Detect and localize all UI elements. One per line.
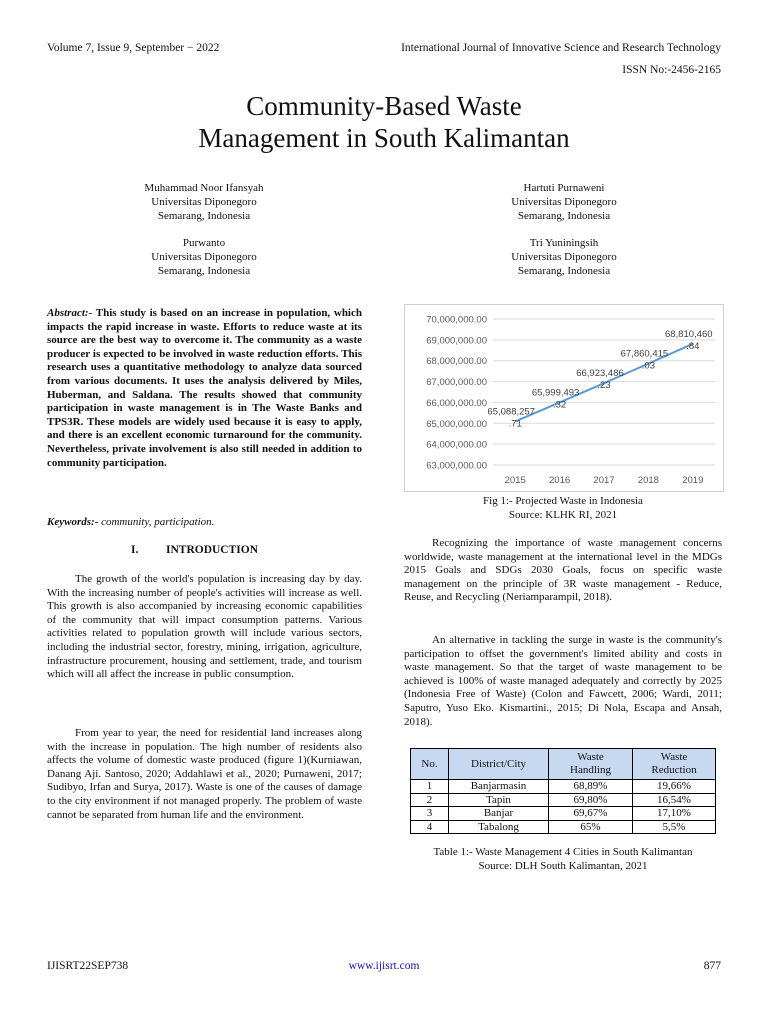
article-code: IJISRT22SEP738 — [47, 960, 129, 972]
author-block-1 — [84, 181, 324, 223]
y-tick-label: 67,000,000.00 — [426, 377, 487, 389]
abstract-label: Abstract:- — [47, 307, 93, 319]
title-line-1: Community-Based Waste — [246, 91, 522, 121]
table-header-cell: No. — [411, 749, 449, 780]
author-block-3 — [84, 236, 324, 278]
author-location: Semarang, Indonesia — [517, 210, 611, 222]
table-cell: 16,54% — [633, 793, 716, 807]
figure-caption — [404, 494, 722, 522]
table-cell: 4 — [411, 820, 449, 834]
header-text: Waste Reduction — [651, 751, 697, 776]
journal-name: International Journal of Innovative Science and Research Technology — [401, 42, 721, 54]
x-tick-label: 2016 — [549, 475, 571, 486]
keywords-label: Keywords:- — [47, 516, 99, 528]
journal-volume: Volume 7, Issue 9, September − 2022 — [47, 42, 220, 54]
abstract — [47, 307, 362, 470]
author-location: Semarang, Indonesia — [157, 265, 251, 277]
data-label-decimal: .71 — [508, 418, 522, 430]
table-cell: 19,66% — [633, 780, 716, 794]
y-tick-label: 70,000,000.00 — [426, 314, 487, 326]
x-tick-label: 2015 — [504, 475, 526, 486]
page-number: 877 — [703, 960, 721, 972]
issn: ISSN No:-2456-2165 — [622, 64, 721, 76]
table-cell: 69,67% — [549, 807, 633, 821]
author-location: Semarang, Indonesia — [517, 265, 611, 277]
header-text: Waste Handling — [570, 751, 611, 776]
data-label-decimal: .32 — [552, 399, 567, 411]
data-label: 66,923,486 — [576, 368, 624, 380]
figure-caption-title: Fig 1:- Projected Waste in Indonesia — [483, 495, 643, 507]
x-tick-label: 2018 — [637, 475, 659, 486]
table-cell: 68,89% — [549, 780, 633, 794]
data-label-decimal: .23 — [597, 380, 611, 392]
table-caption — [404, 845, 722, 873]
table-header-row — [411, 749, 716, 780]
table-row — [411, 807, 716, 821]
author-affiliation: Universitas Diponegoro — [511, 196, 617, 208]
paper-title — [0, 90, 768, 154]
body-paragraph: Recognizing the importance of waste management concerns worldwide, waste management at the international level in the MDGs 2015 Goals and SDGs 2030 Goals, focus on specific waste management on the principle of 3R waste management - Reduce, Reuse, and Recycling (Neriamparampil, 2018). — [404, 537, 722, 604]
y-tick-label: 63,000,000.00 — [426, 460, 487, 472]
table-cell: 3 — [411, 807, 449, 821]
table-row — [411, 793, 716, 807]
table-header-cell — [549, 749, 633, 780]
table-row — [411, 780, 716, 794]
x-tick-label: 2017 — [593, 475, 615, 486]
table-cell: Tapin — [449, 793, 549, 807]
data-label: 67,860,415 — [620, 348, 669, 360]
table-row — [411, 820, 716, 834]
author-affiliation: Universitas Diponegoro — [151, 196, 257, 208]
table-cell: 17,10% — [633, 807, 716, 821]
section-number: I. — [131, 544, 139, 556]
table-cell: Banjar — [449, 807, 549, 821]
table-cell: 2 — [411, 793, 449, 807]
y-tick-label: 68,000,000.00 — [426, 356, 487, 368]
table-cell: Banjarmasin — [449, 780, 549, 794]
author-name: Tri Yuniningsih — [529, 237, 599, 249]
author-block-2 — [444, 181, 684, 223]
table-caption-title: Table 1:- Waste Management 4 Cities in South Kalimantan — [433, 846, 693, 858]
table-cell: 69,80% — [549, 793, 633, 807]
body-paragraph: An alternative in tackling the surge in waste is the community's participation to offset the government's limited ability and costs in waste management. So that the target of waste management to be achieved is 100% of waste managed adequately and correctly by 2025 (Indonesia Free of Waste) (Colon and Fawcett, 2006; Wardi, 2011; Saputro, Yuso Eko. Kismartini., 2015; Di Nola, Escapa and Ansah, 2018). — [404, 634, 722, 728]
author-name: Purwanto — [182, 237, 226, 249]
figure-caption-source: Source: KLHK RI, 2021 — [508, 509, 618, 521]
author-location: Semarang, Indonesia — [157, 210, 251, 222]
y-tick-label: 64,000,000.00 — [426, 439, 487, 451]
body-paragraph: From year to year, the need for residential land increases along with the increase in population. The high number of residents also affects the volume of domestic waste produced (figure 1)(Kurniawan, Danang Aji. Santoso, 2020; Addahlawi et al., 2020; Purnaweni, 2017; Sudibyo, Irfan and Surya, 2017). Waste is one of the causes of damage to the city environment if not managed properly. The problem of waste cannot be separated from human life and the environment. — [47, 727, 362, 821]
x-tick-label: 2019 — [682, 475, 704, 486]
table-cell: 65% — [549, 820, 633, 834]
body-paragraph: The growth of the world's population is increasing day by day. With the increasing number of people's activities will increase as well. This growth is also accompanied by increasing economic capabilities of the community that will impact consumption patterns. Various activities related to population growth will include various sectors, including the industrial sector, forestry, mining, irrigation, agriculture, infrastructure procurement, housing and settlement, trade, and tourism which will all affect the increase in public consumption. — [47, 573, 362, 681]
author-affiliation: Universitas Diponegoro — [151, 251, 257, 263]
data-label-decimal: .84 — [686, 340, 700, 352]
waste-management-table — [410, 748, 716, 834]
y-tick-label: 66,000,000.00 — [426, 397, 487, 409]
data-label-decimal: .03 — [641, 360, 656, 372]
table-cell: Tabalong — [449, 820, 549, 834]
y-tick-label: 69,000,000.00 — [426, 335, 487, 347]
data-label: 68,810,460 — [665, 328, 713, 340]
author-block-4 — [444, 236, 684, 278]
author-affiliation: Universitas Diponegoro — [511, 251, 617, 263]
author-name: Muhammad Noor Ifansyah — [144, 182, 264, 194]
table-cell: 1 — [411, 780, 449, 794]
y-tick-label: 65,000,000.00 — [426, 418, 487, 430]
abstract-text: This study is based on an increase in population, which impacts the rapid increase in waste. Efforts to reduce waste at its source are the best way to overcome it. The community as a waste producer is expected to be involved in waste reduction efforts. This research uses a quantitative methodology to analyze data sourced from various documents. It uses the analysis delivered by Miles, Huberman, and Saldana. The results showed that community participation in waste management is in The Waste Banks and TPS3R. These models are widely used because it is easy to apply, and there is an excellent economic turnaround for the community. Nevertheless, private involvement is also still needed in addition to community participation. — [47, 307, 362, 469]
table-header-cell — [633, 749, 716, 780]
table-caption-source: Source: DLH South Kalimantan, 2021 — [478, 860, 648, 872]
keywords — [47, 516, 362, 530]
table-header-cell: District/City — [449, 749, 549, 780]
data-label: 65,999,493 — [531, 387, 580, 399]
table-cell: 5,5% — [633, 820, 716, 834]
waste-projection-chart — [404, 304, 724, 492]
journal-website-link[interactable]: www.ijisrt.com — [348, 960, 420, 972]
title-line-2: Management in South Kalimantan — [198, 123, 570, 153]
data-label: 65,088,257 — [487, 406, 535, 418]
section-title: INTRODUCTION — [166, 544, 259, 556]
chart-canvas — [405, 305, 723, 491]
keywords-text: community, participation. — [101, 516, 215, 528]
author-name: Hartuti Purnaweni — [523, 182, 605, 194]
